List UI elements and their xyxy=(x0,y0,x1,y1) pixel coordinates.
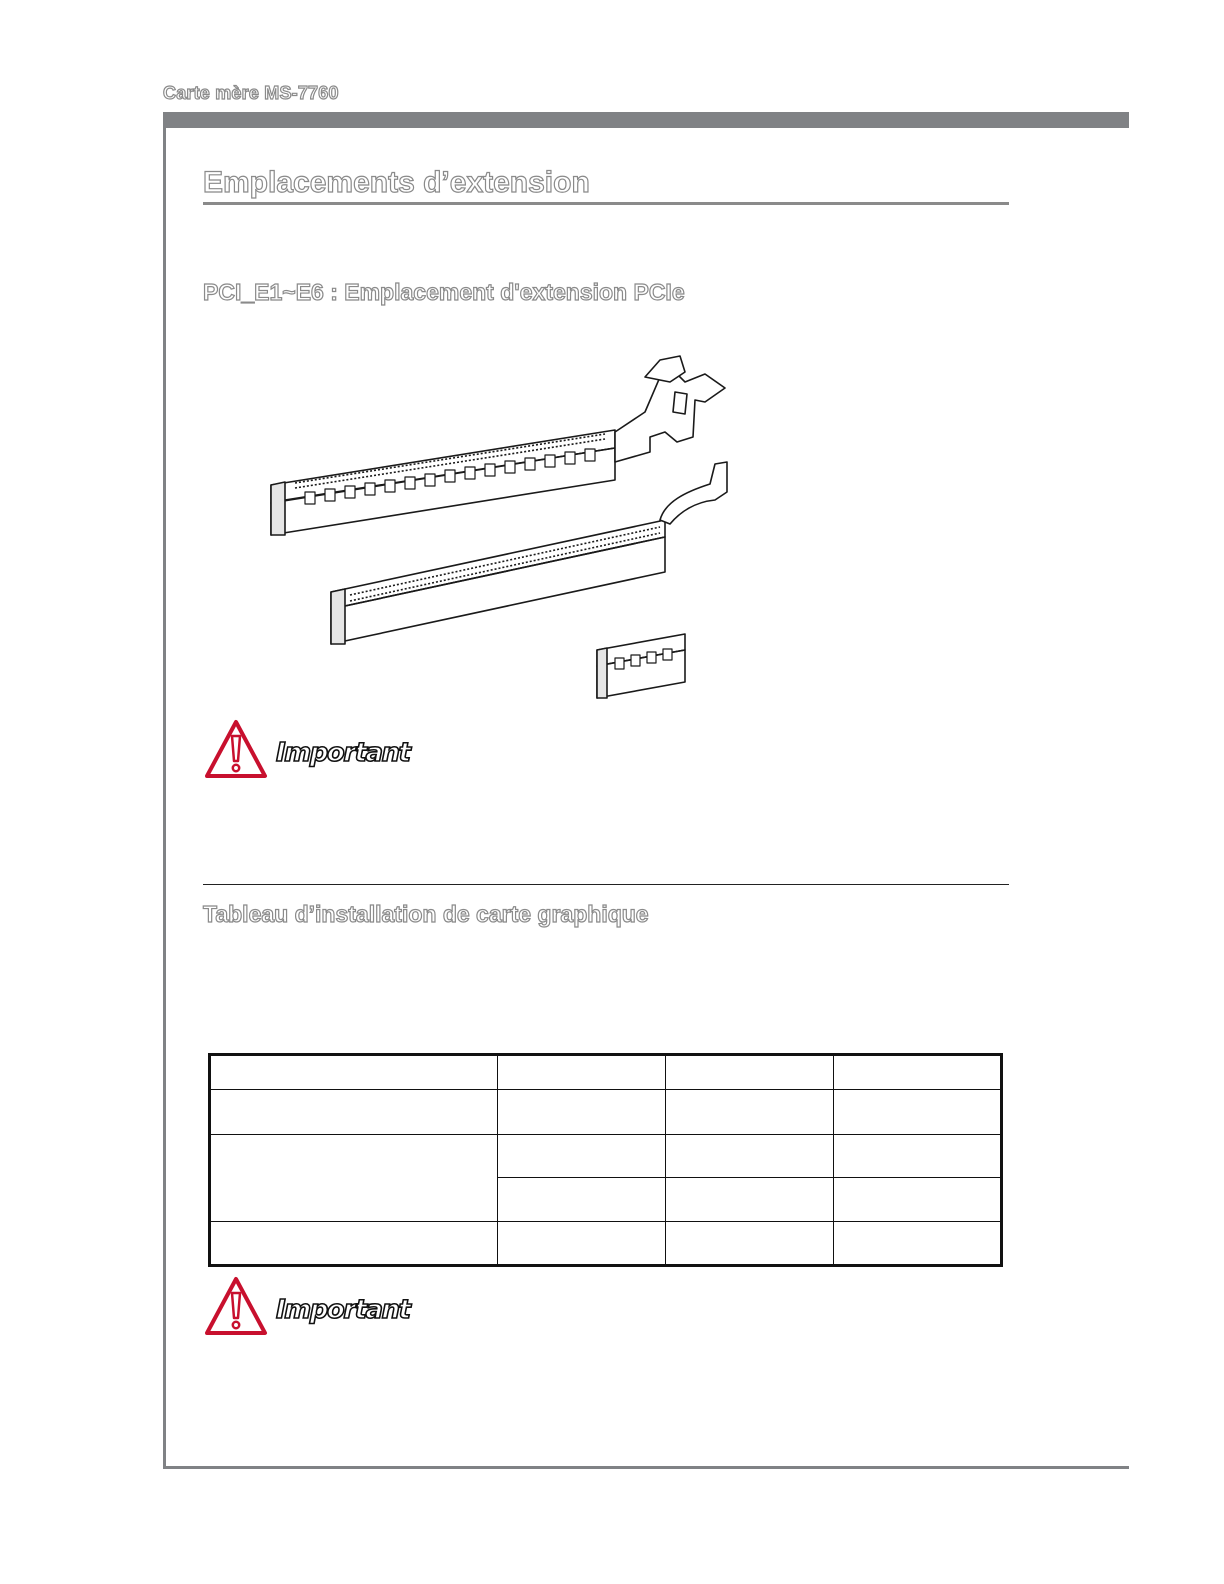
table-cell xyxy=(834,1178,1002,1222)
pcie-slots-illustration xyxy=(265,352,735,702)
graphics-card-installation-table xyxy=(208,1053,1003,1267)
important-label: Important xyxy=(276,1295,410,1325)
table-cell xyxy=(666,1090,834,1135)
important-note xyxy=(203,718,503,782)
title-underline xyxy=(203,202,1009,205)
table-row xyxy=(210,1135,1002,1178)
table-cell xyxy=(834,1135,1002,1178)
section-divider xyxy=(203,884,1009,885)
table-cell xyxy=(210,1055,498,1090)
table-cell xyxy=(666,1222,834,1266)
section-heading-graphics-table: Tableau d’installation de carte graphique xyxy=(203,901,649,927)
table-cell xyxy=(210,1090,498,1135)
header-bar xyxy=(163,112,1129,128)
table-cell xyxy=(498,1222,666,1266)
table-cell xyxy=(666,1178,834,1222)
table-cell xyxy=(834,1055,1002,1090)
table-cell xyxy=(498,1135,666,1178)
header-title: Carte mère MS-7760 xyxy=(163,83,339,103)
table-cell xyxy=(666,1055,834,1090)
left-margin-rule xyxy=(163,112,166,1469)
table-row xyxy=(210,1090,1002,1135)
table-cell xyxy=(498,1055,666,1090)
table-cell xyxy=(834,1090,1002,1135)
table-cell xyxy=(210,1135,498,1222)
footer-rule xyxy=(163,1466,1129,1469)
table-cell xyxy=(498,1178,666,1222)
table-row xyxy=(210,1055,1002,1090)
important-note xyxy=(203,1275,503,1339)
section-heading-pcie: PCI_E1~E6 : Emplacement d'extension PCIe xyxy=(203,279,685,305)
important-label: Important xyxy=(276,738,410,768)
table-cell xyxy=(834,1222,1002,1266)
table-row xyxy=(210,1222,1002,1266)
page-title: Emplacements d’extension xyxy=(203,166,590,199)
warning-triangle-icon xyxy=(203,718,269,780)
pcie-x16-slot-illustration xyxy=(271,356,725,535)
warning-triangle-icon xyxy=(203,1275,269,1337)
table-cell xyxy=(666,1135,834,1178)
table-cell xyxy=(210,1222,498,1266)
table-cell xyxy=(498,1090,666,1135)
pcie-x1-slot-illustration xyxy=(597,634,685,698)
